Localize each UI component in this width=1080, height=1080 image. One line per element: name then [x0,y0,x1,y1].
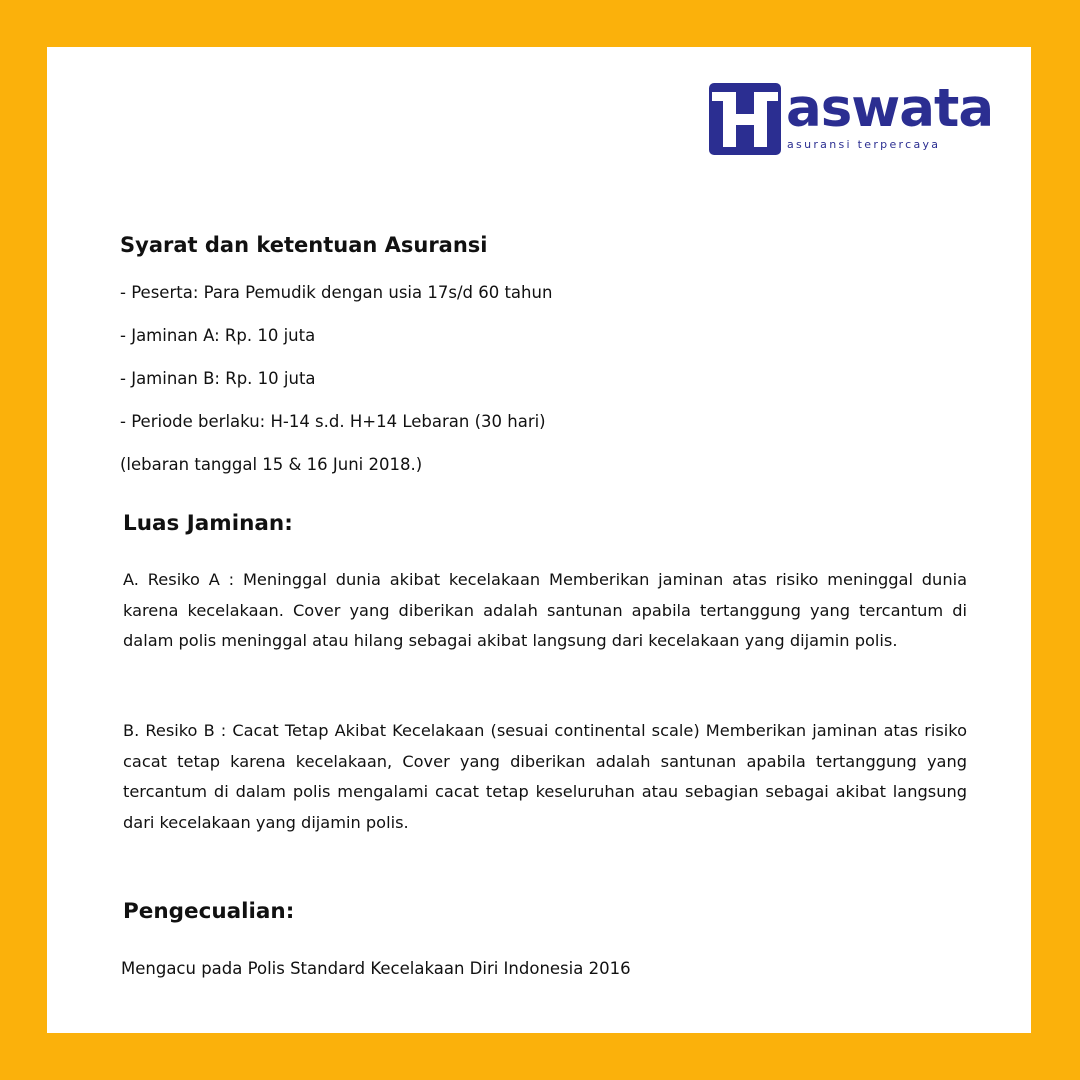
coverage-risk-b: B. Resiko B : Cacat Tetap Akibat Kecelakaan (sesuai continental scale) Memberikan jaminan atas risiko cacat tetap karena kecelakaan, Cover yang diberikan adalah santunan apabila tertanggung yang tercantum di dalam polis mengalami cacat tetap keseluruhan atau sebagian sebagai akibat langsung dari kecelakaan yang dijamin polis. [123,721,967,832]
coverage-risk-a: A. Resiko A : Meninggal dunia akibat kecelakaan Memberikan jaminan atas risiko meninggal dunia karena kecelakaan. Cover yang diberikan adalah santunan apabila tertanggung yang tercantum di dalam polis meninggal atau hilang sebagai akibat langsung dari kecelakaan yang dijamin polis. [123,570,967,650]
exclusions-title: Pengecualian: [123,899,295,924]
coverage-title: Luas Jaminan: [123,511,293,536]
content-panel [47,47,1031,1033]
terms-item-coverage-a: - Jaminan A: Rp. 10 juta [120,326,316,345]
terms-item-coverage-b: - Jaminan B: Rp. 10 juta [120,369,316,388]
exclusions-text: Mengacu pada Polis Standard Kecelakaan Diri Indonesia 2016 [121,959,631,978]
brand-name: aswata [786,78,994,139]
terms-item-participant: - Peserta: Para Pemudik dengan usia 17s/d 60 tahun [120,283,553,302]
terms-item-lebaran-date: (lebaran tanggal 15 & 16 Juni 2018.) [120,455,423,474]
terms-list [120,282,552,497]
terms-title: Syarat dan ketentuan Asuransi [120,233,488,257]
terms-item-period: - Periode berlaku: H-14 s.d. H+14 Lebaran (30 hari) [120,412,546,431]
brand-logo [709,78,1009,163]
brand-tagline: asuransi terpercaya [787,138,941,151]
aswata-h-logo-icon [709,83,781,155]
